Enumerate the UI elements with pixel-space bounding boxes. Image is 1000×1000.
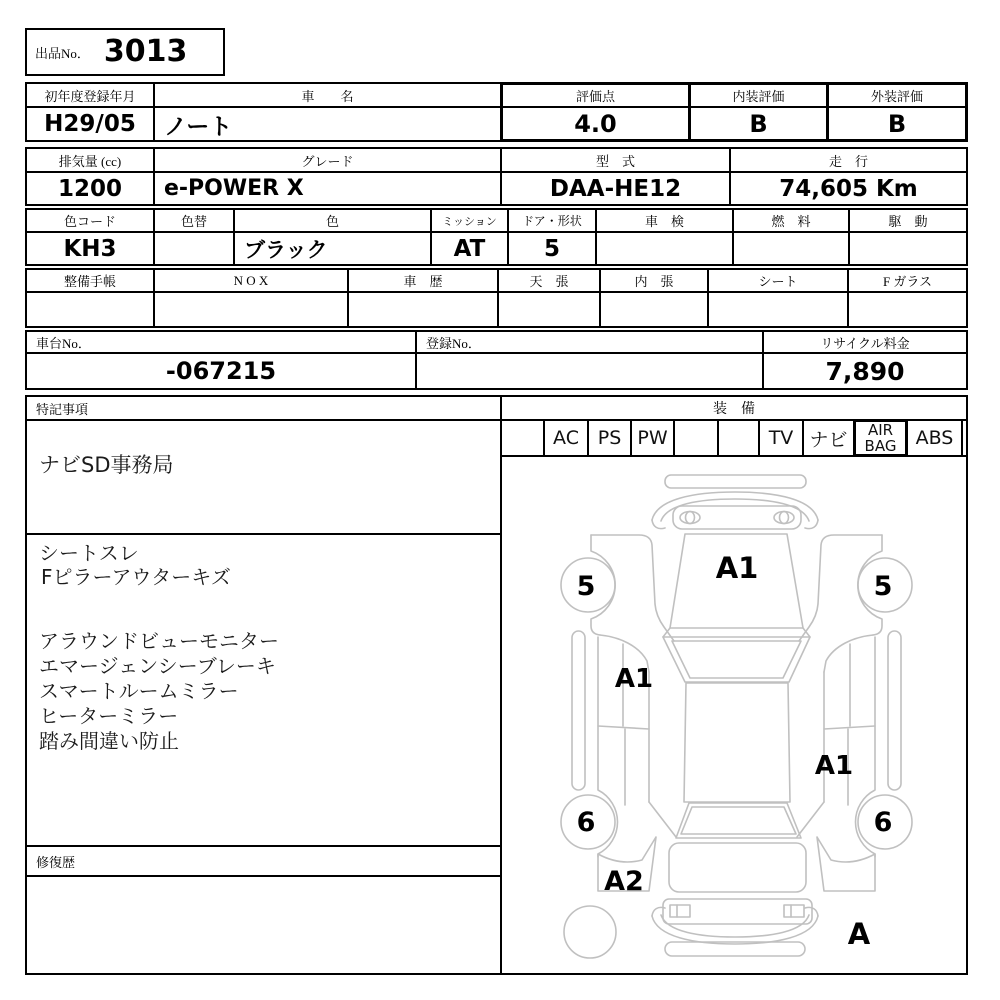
nox-value — [153, 291, 349, 328]
equipment-cell — [673, 419, 719, 457]
equipment-cell-airbag: AIR BAG — [853, 419, 908, 457]
note-line: アラウンドビューモニター — [39, 629, 279, 653]
recycle-fee-header: リサイクル料金 — [762, 330, 968, 354]
front-glass-header: F ガラス — [847, 268, 968, 293]
chassis-no-value: -067215 — [25, 352, 417, 390]
headlight-panel — [673, 506, 801, 529]
rear-window-outer — [676, 803, 801, 838]
headlight-left-icon — [680, 512, 700, 524]
front-bumper-inner — [661, 499, 809, 521]
damage-label-rear-left-corner: A2 — [604, 866, 644, 897]
damage-label-front-left-door: A1 — [614, 664, 654, 694]
color-change-header: 色替 — [153, 208, 235, 233]
note-office: ナビSD事務局 — [39, 453, 174, 477]
equipment-cell-navi: ナビ — [802, 419, 855, 457]
equipment-cell-ac: AC — [543, 419, 589, 457]
doors-value: 5 — [507, 231, 597, 266]
model-code-value: DAA-HE12 — [500, 171, 731, 206]
note-line: 踏み間違い防止 — [39, 729, 179, 753]
windshield-inner — [672, 641, 801, 678]
note-line: シートスレ — [39, 541, 139, 565]
front-left-fender — [591, 535, 674, 641]
equipment-cell-filler — [961, 419, 968, 457]
exterior-grade-value: B — [887, 109, 907, 138]
lot-number-value: 3013 — [103, 34, 188, 69]
color-code-header: 色コード — [25, 208, 155, 233]
headlight-right-inner — [780, 512, 789, 524]
first-registration-value: H29/05 — [25, 106, 155, 142]
windshield-outer — [663, 637, 810, 682]
front-right-fender — [799, 535, 882, 641]
damage-label-front-right-wheel: 5 — [873, 571, 893, 602]
damage-label-hood: A1 — [715, 551, 759, 585]
car-diagram — [502, 457, 966, 973]
damage-label-rear-right-area: A — [847, 917, 871, 951]
equipment-cell-tv: TV — [758, 419, 804, 457]
chassis-no-header: 車台No． — [25, 330, 417, 354]
note-line: Fピラーアウターキズ — [41, 565, 231, 589]
headliner-value — [497, 291, 601, 328]
grade-value: e-POWER X — [153, 171, 502, 206]
interior-grade-header: 内装評価 — [732, 89, 785, 104]
tail-lamp-panel — [663, 899, 812, 924]
right-rocker-strip — [888, 631, 901, 790]
doors-header: ドア・形状 — [507, 208, 597, 233]
inspection-header: 車 検 — [595, 208, 734, 233]
front-bumper-hook-left — [652, 520, 665, 529]
equipment-header: 装 備 — [500, 395, 968, 421]
right-door-beltline — [824, 635, 873, 672]
score-header: 評価点 — [575, 89, 615, 104]
left-c-pillar — [649, 802, 676, 837]
score-value: 4.0 — [574, 109, 617, 138]
equipment-cell-abs: ABS — [906, 419, 963, 457]
spare-tire-circle — [564, 906, 616, 958]
car-name-value: ノート — [153, 106, 502, 142]
headlight-right-icon — [774, 512, 794, 524]
service-book-value — [25, 291, 155, 328]
notes-office-box — [25, 419, 502, 535]
transmission-header: ミッション — [430, 208, 509, 233]
trunk-panel — [669, 843, 806, 892]
displacement-header: 排気量 (cc) — [25, 147, 155, 173]
history-header: 車 歴 — [347, 268, 499, 293]
first-registration-header: 初年度登録年月 — [25, 82, 155, 108]
tail-lamp-left-icon — [670, 905, 690, 917]
exterior-grade-header: 外装評価 — [870, 89, 923, 104]
seat-header: シート — [707, 268, 849, 293]
interior-trim-value — [599, 291, 709, 328]
damage-label-front-left-wheel: 5 — [576, 571, 596, 602]
car-diagram-box — [500, 455, 968, 975]
front-bumper-hook-right — [805, 520, 818, 529]
fuel-header: 燃 料 — [732, 208, 850, 233]
service-book-header: 整備手帳 — [25, 268, 155, 293]
damage-label-rear-right-wheel: 6 — [873, 807, 893, 838]
fuel-value — [732, 231, 850, 266]
registration-no-header: 登録No． — [415, 330, 764, 354]
interior-grade-value: B — [749, 109, 768, 138]
headlight-left-inner — [686, 512, 695, 524]
note-line: ヒーターミラー — [39, 704, 179, 728]
notes-body-box — [25, 533, 502, 847]
registration-no-value — [415, 352, 764, 390]
equipment-cell — [500, 419, 545, 457]
roof-panel — [684, 683, 790, 802]
color-change-value — [153, 231, 235, 266]
mileage-value: 74,605 Km — [729, 171, 968, 206]
rear-window-inner — [681, 807, 796, 834]
grade-header: グレード — [153, 147, 502, 173]
inspection-value — [595, 231, 734, 266]
note-line: エマージェンシーブレーキ — [39, 654, 276, 678]
transmission-value: AT — [430, 231, 509, 266]
evaluation-block — [500, 82, 968, 142]
color-value: ブラック — [233, 231, 432, 266]
nox-header: N O X — [153, 268, 349, 293]
history-value — [347, 291, 499, 328]
equipment-cell-ps: PS — [587, 419, 632, 457]
lot-number-box — [25, 28, 225, 76]
lot-number-label: 出品No． — [35, 45, 90, 61]
seat-value — [707, 291, 849, 328]
mileage-header: 走 行 — [729, 147, 968, 173]
front-top-strip — [665, 475, 806, 488]
car-name-header: 車 名 — [153, 82, 502, 108]
drive-value — [848, 231, 968, 266]
drive-header: 駆 動 — [848, 208, 968, 233]
displacement-value: 1200 — [25, 171, 155, 206]
rear-bumper-inner — [661, 915, 809, 937]
damage-label-rear-left-wheel: 6 — [576, 807, 596, 838]
left-rocker-strip — [572, 631, 585, 790]
right-c-pillar — [797, 802, 824, 837]
equipment-cell — [717, 419, 760, 457]
repair-history-box — [25, 875, 502, 975]
notes-header: 特記事項 — [25, 395, 502, 421]
front-glass-value — [847, 291, 968, 328]
interior-trim-header: 内 張 — [599, 268, 709, 293]
repair-history-header: 修復歴 — [25, 845, 502, 877]
damage-label-rear-right-door: A1 — [814, 751, 854, 781]
color-header: 色 — [233, 208, 432, 233]
recycle-fee-value: 7,890 — [762, 352, 968, 390]
color-code-value: KH3 — [25, 231, 155, 266]
note-line: スマートルームミラー — [39, 679, 239, 703]
headliner-header: 天 張 — [497, 268, 601, 293]
tail-lamp-right-icon — [784, 905, 804, 917]
model-code-header: 型 式 — [500, 147, 731, 173]
rear-right-corner-panel — [817, 837, 875, 891]
equipment-cell-pw: PW — [630, 419, 675, 457]
